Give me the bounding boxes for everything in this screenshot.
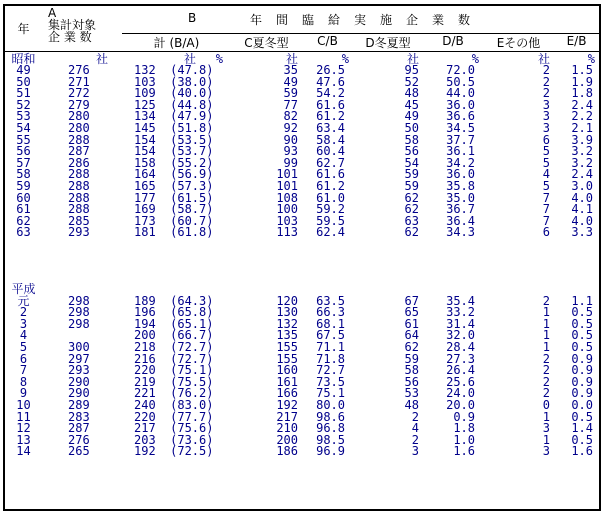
unit-d: 社 (406, 51, 419, 66)
values-d-heisei: 67 65 61 64 62 59 58 56 53 48 2 4 2 3 (404, 293, 419, 459)
values-c-showa: 35 49 59 77 82 92 90 93 99 101 101 108 100 103 113 (276, 63, 298, 240)
values-a-showa: 276 271 272 279 280 280 288 287 286 288 288 288 288 285 293 (68, 63, 90, 240)
header-db-label: D/B (442, 33, 464, 48)
header-eb-label: E/B (566, 33, 587, 48)
values-c-heisei: 120 130 132 135 155 155 160 161 166 192 217 210 200 186 (276, 293, 298, 459)
unit-a: 社 (95, 51, 108, 66)
col-db-showa (423, 51, 483, 281)
col-eb-showa (554, 51, 600, 281)
values-cb-heisei: 63.5 66.3 68.1 67.5 71.1 71.8 72.7 73.5 75.1 80.0 98.6 96.8 98.5 96.9 (316, 293, 345, 459)
header-b-total-label: 計 (B/A) (153, 35, 200, 50)
col-e-showa (483, 51, 554, 281)
unit-b-pct: % (215, 51, 223, 66)
col-cb-showa (302, 51, 353, 281)
header-cb-label: C/B (317, 33, 338, 48)
col-c-showa (231, 51, 302, 281)
values-b-showa: 132 (47.8) 103 (38.0) 109 (40.0) 125 (44.8) 134 (47.9) 145 (51.8) 154 (53.5) 154 (53.7) 158 (55.2) 164 (56.9) 165 (57.3) 177 (61.5) 169 (58.7) 173 (60.7) 181 (61.8) (134, 63, 214, 240)
header-eb (554, 33, 600, 51)
header-year-label: 年 (17, 21, 30, 36)
unit-db: % (471, 51, 479, 66)
header-cb (302, 33, 353, 51)
col-a-showa (42, 51, 122, 281)
unit-c: 社 (285, 51, 298, 66)
col-b-showa (122, 51, 231, 281)
header-c-label: C夏冬型 (244, 35, 289, 50)
values-e-showa: 2 2 2 3 3 3 6 5 5 4 5 7 7 7 6 (542, 63, 550, 240)
header-d-label: D冬夏型 (365, 35, 411, 50)
header-db (423, 33, 483, 51)
values-d-showa: 95 52 48 45 49 50 58 56 54 59 59 62 62 63 62 (404, 63, 419, 240)
header-a-line2: 企 業 数 (48, 30, 92, 44)
values-db-showa: 72.0 50.5 44.0 36.0 36.6 34.5 37.7 36.1 34.2 36.0 35.8 35.0 36.7 36.4 34.3 (446, 63, 475, 240)
header-a (42, 5, 122, 51)
unit-b-count: 社 (184, 51, 197, 66)
header-e (483, 33, 554, 51)
header-a-line1: 集計対象 (48, 18, 97, 32)
unit-cb: % (341, 51, 349, 66)
header-b-total (122, 33, 231, 51)
header-a-letter: A (48, 6, 57, 20)
header-b-group (122, 5, 600, 33)
values-a-heisei: 298 298 298 300 297 293 290 290 289 283 287 276 265 (68, 293, 90, 459)
values-eb-showa: 1.5 1.9 1.8 2.4 2.2 2.1 3.9 3.2 3.2 2.4 3.0 4.0 4.1 4.0 3.3 (571, 63, 594, 240)
values-db-heisei: 35.4 33.2 31.4 32.0 28.4 27.3 26.4 25.6 24.0 20.0 0.9 1.8 1.0 1.6 (446, 293, 475, 459)
header-d (353, 33, 423, 51)
values-e-heisei: 2 1 1 1 1 2 2 2 2 0 1 3 1 3 (542, 293, 550, 459)
years-showa: 昭和 49 50 51 52 53 54 55 56 57 58 59 60 61 62 63 (11, 51, 36, 240)
values-cb-showa: 26.5 47.6 54.2 61.6 61.2 63.4 58.4 60.4 62.7 61.6 61.2 61.0 59.2 59.5 62.4 (316, 63, 345, 240)
header-year (4, 5, 42, 51)
header-e-label: Eその他 (496, 35, 541, 50)
header-c (231, 33, 302, 51)
values-eb-heisei: 1.1 0.5 0.5 0.5 0.5 0.9 0.9 0.9 0.9 0.0 0.5 1.4 0.5 1.6 (571, 293, 594, 459)
header-b-title: 年 間 臨 給 実 施 企 業 数 (250, 13, 472, 27)
unit-eb: % (587, 51, 596, 66)
values-b-heisei: 189 (64.3) 196 (65.8) 194 (65.1) 200 (66.7) 218 (72.7) 216 (72.7) 220 (75.1) 219 (75.5) 221 (76.2) 240 (83.0) 220 (77.7) 217 (75.6) 203 (73.6) 192 (72.5) (134, 293, 214, 459)
years-heisei: 平成 元 2 3 4 5 6 7 8 9 10 11 12 13 14 (11, 282, 36, 459)
unit-e: 社 (537, 51, 550, 66)
header-b-letter: B (188, 11, 197, 25)
data-table (3, 4, 601, 511)
col-d-showa (353, 51, 423, 281)
